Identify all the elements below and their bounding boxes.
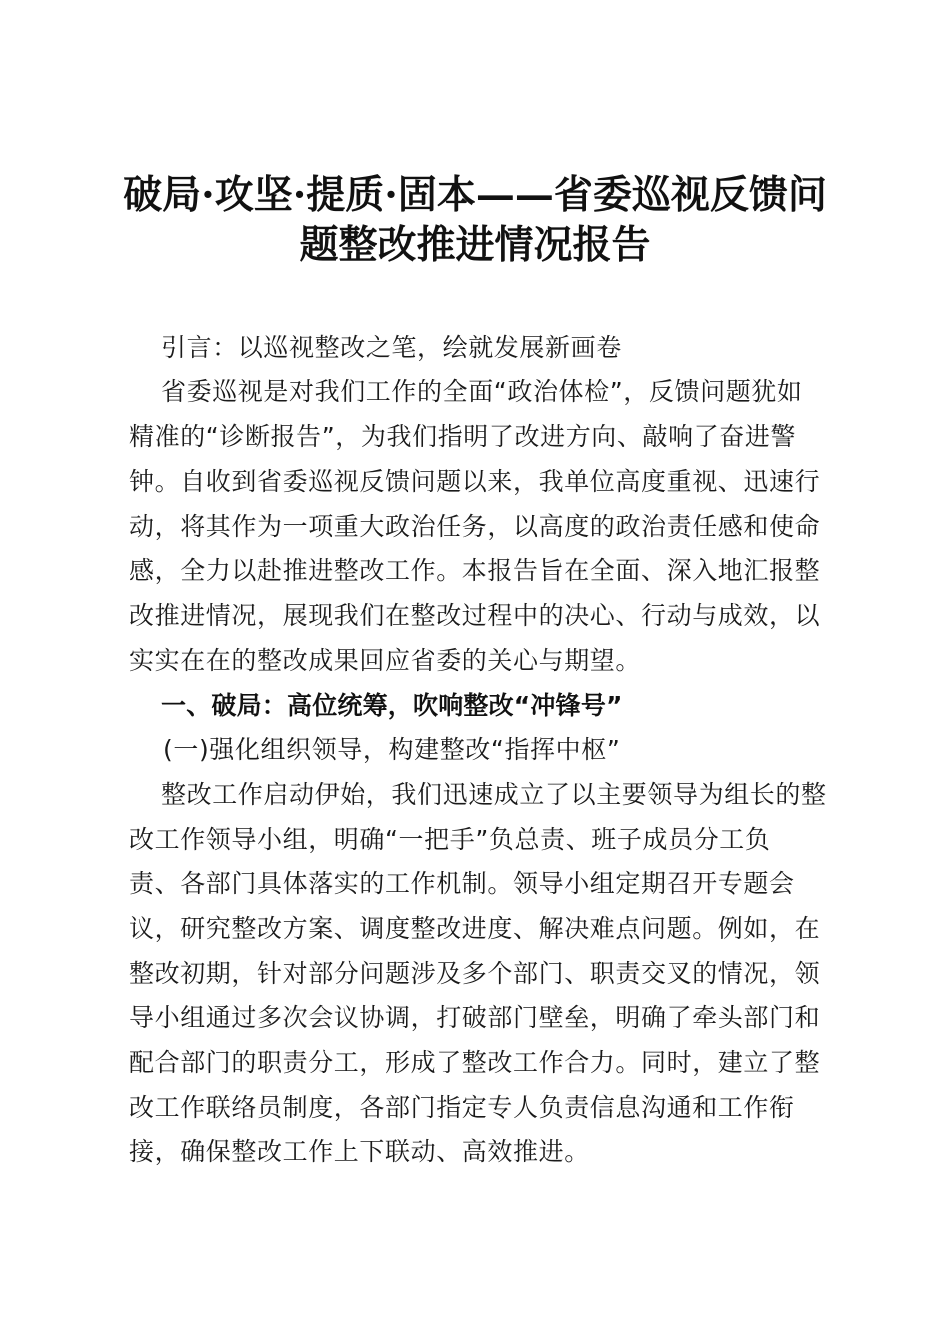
intro-paragraph-line: 实实在在的整改成果回应省委的关心与期望。 — [129, 646, 642, 675]
section-1-1-paragraph-line: 配合部门的职责分工，形成了整改工作合力。同时，建立了整 — [129, 1048, 821, 1077]
intro-paragraph-line: 感，全力以赴推进整改工作。本报告旨在全面、深入地汇报整 — [129, 556, 821, 585]
section-1-1-paragraph-line: 导小组通过多次会议协调，打破部门壁垒，明确了牵头部门和 — [129, 1003, 821, 1032]
document-title-line-1: 破局·攻坚·提质·固本——省委巡视反馈问 — [123, 172, 827, 218]
intro-paragraph-line: 精准的“诊断报告”，为我们指明了改进方向、敲响了奋进警 — [129, 422, 797, 451]
section-1-1-paragraph-line: 责、各部门具体落实的工作机制。领导小组定期召开专题会 — [129, 869, 795, 898]
intro-label: 引言：以巡视整改之笔，绘就发展新画卷 — [161, 333, 622, 362]
section-1-1-paragraph-line: 议，研究整改方案、调度整改进度、解决难点问题。例如，在 — [129, 914, 821, 943]
intro-paragraph-line: 改推进情况，展现我们在整改过程中的决心、行动与成效，以 — [129, 601, 821, 630]
section-1-1-paragraph-line: 整改工作启动伊始，我们迅速成立了以主要领导为组长的整 — [161, 780, 827, 809]
section-1-1-paragraph-line: 改工作联络员制度，各部门指定专人负责信息沟通和工作衔 — [129, 1093, 795, 1122]
intro-paragraph-line: 钟。自收到省委巡视反馈问题以来，我单位高度重视、迅速行 — [129, 467, 821, 496]
intro-paragraph-line: 省委巡视是对我们工作的全面“政治体检”，反馈问题犹如 — [161, 377, 803, 406]
section-1-heading: 一、破局：高位统筹，吹响整改“冲锋号” — [161, 691, 623, 720]
section-1-1-paragraph-line: 改工作领导小组，明确“一把手”负总责、班子成员分工负 — [129, 825, 771, 854]
section-1-1-paragraph-line: 整改初期，针对部分问题涉及多个部门、职责交叉的情况，领 — [129, 959, 821, 988]
intro-paragraph-line: 动，将其作为一项重大政治任务，以高度的政治责任感和使命 — [129, 512, 821, 541]
section-1-1-heading: (一)强化组织领导，构建整改“指挥中枢” — [163, 735, 621, 764]
section-1-1-paragraph-line: 接，确保整改工作上下联动、高效推进。 — [129, 1137, 590, 1166]
document-title-line-2: 题整改推进情况报告 — [299, 222, 651, 268]
